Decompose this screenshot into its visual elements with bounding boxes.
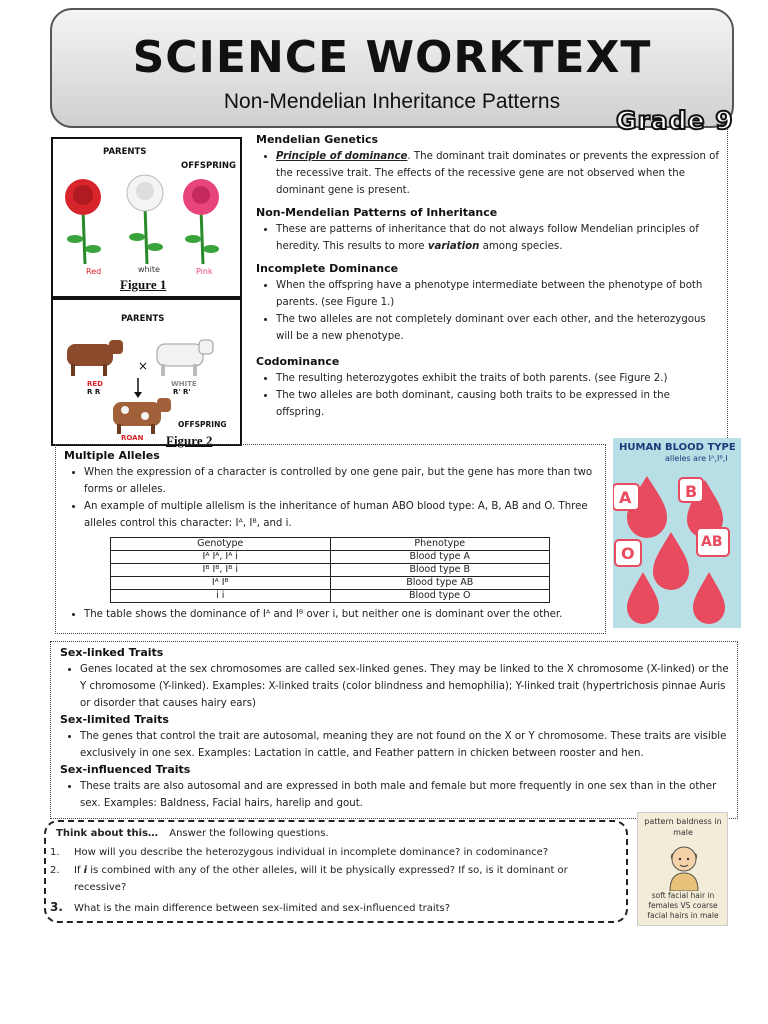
think-heading-line	[56, 828, 329, 839]
non-mendelian-item	[276, 221, 720, 255]
figure-2-offspring-label: OFFSPRING	[178, 420, 227, 429]
phenotype-cell: Blood type B	[330, 564, 550, 577]
blood-type-a-label: A	[619, 488, 632, 507]
figure-2-roan-label: ROAN	[121, 434, 144, 442]
mendelian-item	[276, 148, 720, 199]
table-row	[111, 564, 550, 577]
think-instruction: Answer the following questions.	[169, 828, 329, 839]
figure-2-white-genotype: R' R'	[173, 388, 191, 396]
question-3	[50, 899, 620, 917]
list-item: • When the offspring have a phenotype intermediate between the phenotype of both parents. (see Figure 1.)	[276, 277, 720, 311]
allele-i-term: i	[83, 865, 88, 876]
list-item: • Genes located at the sex chromosomes are called sex-linked genes. They may be linked to the X chromosome (X-linked) or the Y chromosome (Y-linked). Examples: X-linked traits (color blindness and hemophilia); Y-linked trait (hypertrichosis pinnae Auris or disorder that causes hairy ears)	[80, 661, 730, 712]
non-mendelian-list	[256, 221, 720, 255]
roan-cow-icon	[113, 398, 171, 434]
list-item: • An example of multiple allelism is the inheritance of human ABO blood type: A, B, AB and O. Three alleles control this character: Iᴬ, Iᴮ, and i.	[84, 498, 599, 532]
figure-2-red-label: RED	[87, 380, 103, 388]
blood-type-ab-label: AB	[701, 534, 723, 550]
multiple-alleles-note-list	[64, 606, 599, 623]
table-row	[111, 551, 550, 564]
figure-2-red-genotype: R R	[87, 388, 101, 396]
phenotype-cell: Blood type AB	[330, 577, 550, 590]
genotype-header: Genotype	[111, 538, 331, 551]
sex-traits-content	[60, 646, 730, 812]
list-item: • The table shows the dominance of Iᴬ and Iᴮ over i, but neither one is dominant over the other.	[84, 606, 599, 623]
figure-1-caption: Figure 1	[120, 277, 167, 292]
figure-1-parents-label: PARENTS	[103, 147, 147, 157]
red-rose-icon	[65, 179, 101, 264]
question-2	[50, 862, 620, 896]
non-mendelian-text-a: These are patterns of inheritance that do not always follow Mendelian principles of heredity. This results to more	[276, 224, 699, 252]
page-subtitle: Non-Mendelian Inheritance Patterns	[223, 90, 561, 113]
blood-drop-icon	[693, 572, 725, 624]
figure-2-parents-label: PARENTS	[121, 314, 165, 324]
phenotype-cell: Blood type A	[330, 551, 550, 564]
incomplete-dominance-heading: Incomplete Dominance	[256, 262, 399, 275]
white-cow-icon	[157, 340, 213, 376]
concepts-text	[256, 133, 720, 421]
mendelian-list	[256, 148, 720, 199]
sex-limited-heading: Sex-limited Traits	[60, 713, 169, 726]
list-item: • The genes that control the trait are autosomal, meaning they are not found on the X or Y chromosome. These traits are visible exclusively in one sex. Examples: Lactation in cattle, and Feather pattern in chicken between rooster and hen.	[80, 728, 730, 762]
mendelian-text: . The dominant trait dominates or prevents the expression of the recessive trait. The effects of the recessive gene are not observed when the dominant gene is present.	[276, 151, 719, 196]
sex-influenced-list	[60, 778, 730, 812]
figure-1-white-label: white	[138, 265, 160, 274]
sex-traits-box	[50, 641, 738, 819]
genotype-cell: i i	[111, 590, 331, 603]
blood-type-table	[110, 537, 550, 603]
codominance-heading: Codominance	[256, 355, 340, 368]
blood-type-b-label: B	[685, 482, 698, 501]
figure-1-red-label: Red	[86, 267, 102, 276]
list-item: • These traits are also autosomal and are expressed in both male and female but more frequently in one sex than in the other sex. Examples: Baldness, Facial hairs, harelip and gout.	[80, 778, 730, 812]
sex-influenced-heading: Sex-influenced Traits	[60, 763, 191, 776]
question-number: 1.	[50, 847, 60, 858]
phenotype-cell: Blood type O	[330, 590, 550, 603]
figure-2-box	[51, 298, 242, 446]
question-text-b: is combined with any of the other alleles, will it be physically expressed? If so, is it dominant or recessive?	[74, 865, 568, 893]
baldness-image-top-caption: pattern baldness in male	[644, 817, 722, 837]
question-1	[50, 844, 620, 861]
phenotype-header: Phenotype	[330, 538, 550, 551]
figure-1-box	[51, 137, 242, 298]
sex-linked-list	[60, 661, 730, 712]
question-number: 2.	[50, 865, 60, 876]
sex-limited-list	[60, 728, 730, 762]
question-number: 3.	[50, 900, 63, 914]
red-cow-icon	[67, 340, 123, 376]
figure-2-caption: Figure 2	[166, 433, 213, 448]
codominance-list	[256, 370, 720, 421]
genotype-cell: Iᴮ Iᴮ, Iᴮ i	[111, 564, 331, 577]
table-row	[111, 577, 550, 590]
pink-rose-icon	[183, 179, 219, 264]
question-text: How will you describe the heterozygous individual in incomplete dominance? in codominance?	[74, 847, 549, 858]
blood-type-o-label: O	[621, 544, 635, 563]
list-item: • The two alleles are both dominant, causing both traits to be expressed in the offspring.	[276, 387, 720, 421]
variation-term: variation	[427, 241, 480, 252]
list-item: • When the expression of a character is controlled by one gene pair, but the gene has more than two forms or alleles.	[84, 464, 599, 498]
sex-linked-heading: Sex-linked Traits	[60, 646, 164, 659]
principle-of-dominance-term: Principle of dominance	[276, 151, 408, 162]
think-lead: Think about this…	[56, 828, 159, 839]
blood-type-image-title: HUMAN BLOOD TYPE	[619, 442, 736, 453]
multiple-alleles-content	[64, 449, 599, 623]
multiple-alleles-list	[64, 464, 599, 532]
blood-type-image-sub: alleles are Iᴬ,Iᴮ,I	[665, 454, 728, 463]
figure-1-pink-label: Pink	[196, 267, 213, 276]
grade-badge: Grade 9	[616, 106, 734, 135]
question-text: What is the main difference between sex-limited and sex-influenced traits?	[74, 903, 451, 914]
question-text-a: If	[74, 865, 84, 876]
non-mendelian-heading: Non-Mendelian Patterns of Inheritance	[256, 206, 498, 219]
rose-flowers-illustration	[53, 169, 243, 269]
multiple-alleles-heading: Multiple Alleles	[64, 449, 160, 462]
genotype-cell: Iᴬ Iᴮ	[111, 577, 331, 590]
genotype-cell: Iᴬ Iᴬ, Iᴬ i	[111, 551, 331, 564]
blood-drop-icon	[627, 572, 659, 624]
baldness-image-bottom-caption: soft facial hair in females VS coarse facial hairs in male	[647, 891, 719, 920]
cross-symbol: ×	[138, 359, 149, 373]
page-title: SCIENCE WORKTEXT	[132, 32, 652, 83]
incomplete-dominance-list	[256, 277, 720, 345]
white-rose-icon	[127, 175, 163, 264]
table-header-row	[111, 538, 550, 551]
mendelian-heading: Mendelian Genetics	[256, 133, 379, 146]
think-about-this-box	[44, 820, 628, 923]
baldness-image	[637, 812, 728, 926]
blood-type-image	[613, 438, 741, 628]
multiple-alleles-box	[55, 444, 606, 634]
table-row	[111, 590, 550, 603]
non-mendelian-text-b: among species.	[479, 241, 563, 252]
figure-2-white-label: WHITE	[171, 380, 197, 388]
figure-1-offspring-label: OFFSPRING	[181, 161, 236, 171]
bald-man-icon	[662, 843, 706, 891]
list-item: • The resulting heterozygotes exhibit the traits of both parents. (see Figure 2.)	[276, 370, 720, 387]
list-item: • The two alleles are not completely dominant over each other, and the heterozygous will be a new phenotype.	[276, 311, 720, 345]
blood-drop-icon	[653, 532, 689, 590]
